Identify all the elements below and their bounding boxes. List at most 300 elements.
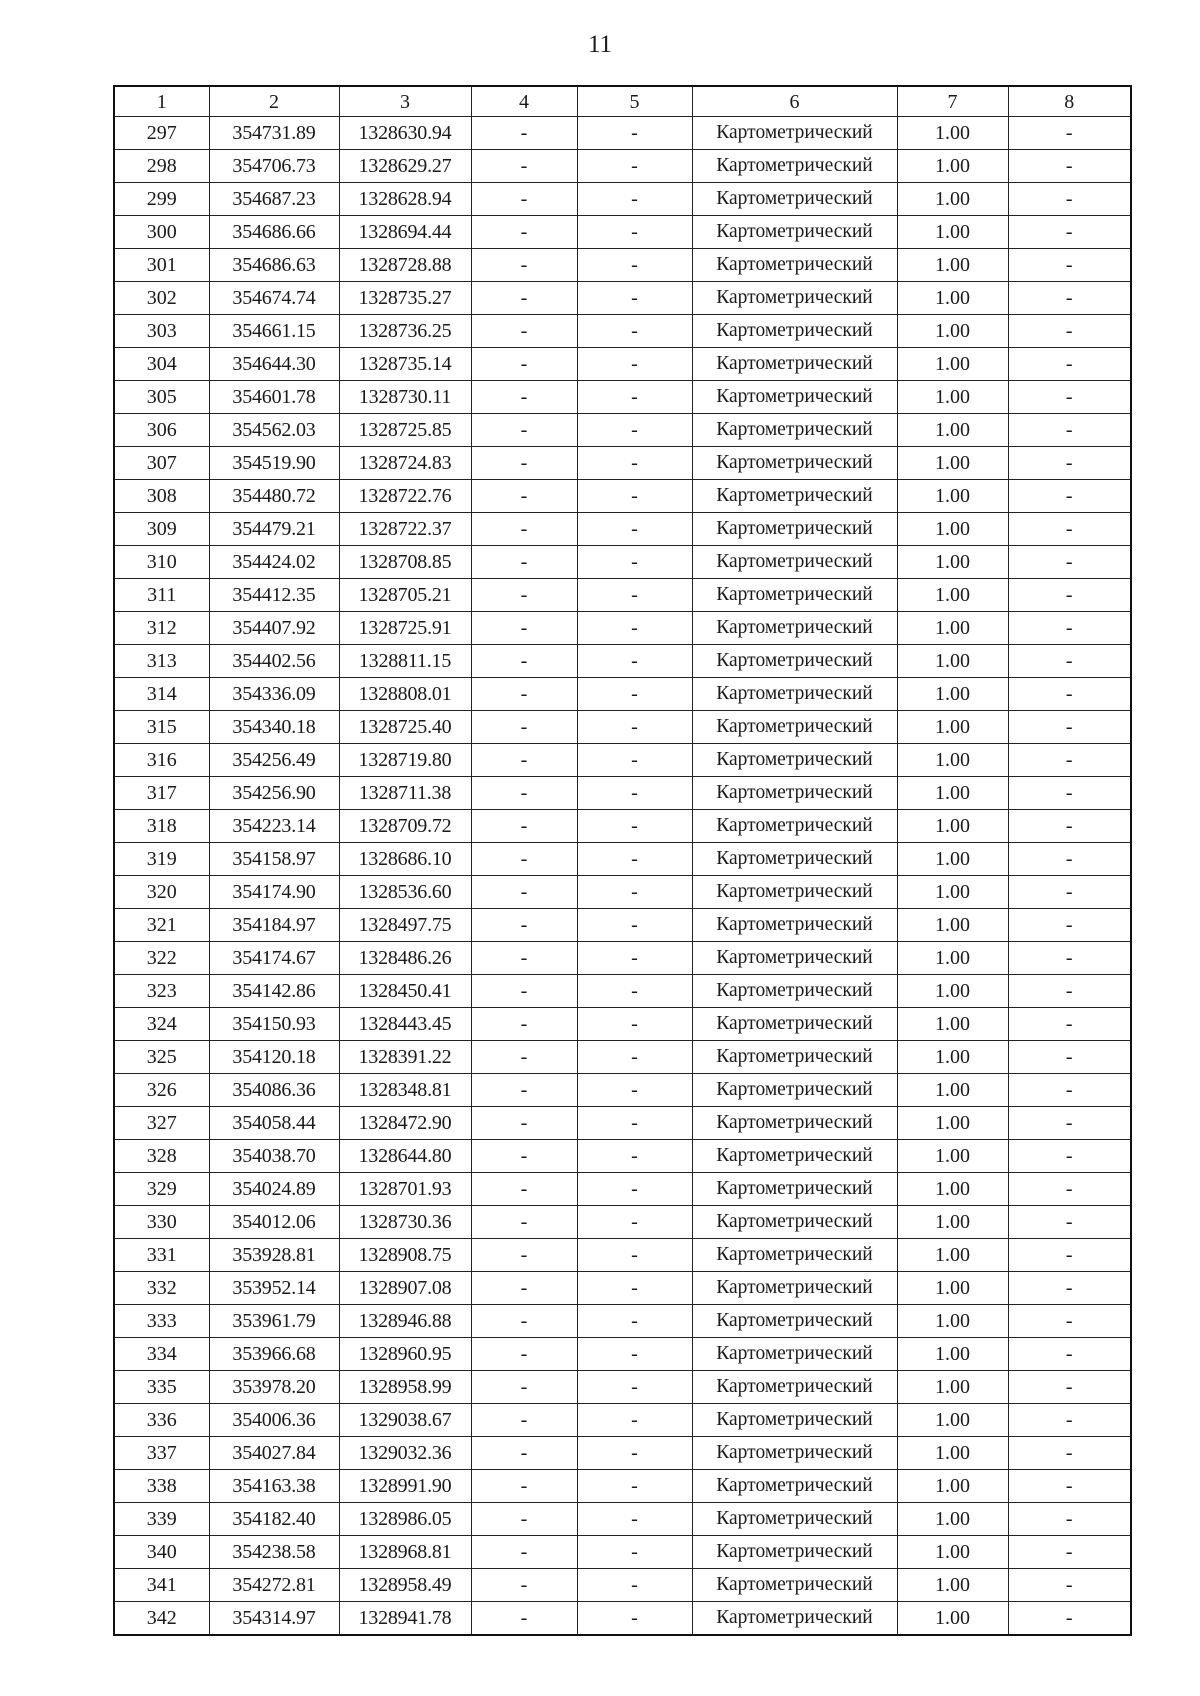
table-row [114,447,1131,480]
method-cell: Картометрический [692,216,897,249]
col-8-value-cell: - [1008,183,1131,216]
col-4-value-cell: - [471,645,577,678]
point-number-cell: 312 [114,612,209,645]
col-5-value-cell: - [577,1140,692,1173]
table-row [114,843,1131,876]
col-4-value-cell: - [471,579,577,612]
point-number-cell: 335 [114,1371,209,1404]
coord-y-cell: 1328736.25 [339,315,471,348]
table-row [114,1437,1131,1470]
table-row [114,1272,1131,1305]
point-number-cell: 304 [114,348,209,381]
precision-cell: 1.00 [897,744,1008,777]
col-4-value-cell: - [471,909,577,942]
table-row [114,777,1131,810]
col-8-value-cell: - [1008,117,1131,150]
coord-x-cell: 354163.38 [209,1470,339,1503]
precision-cell: 1.00 [897,1602,1008,1636]
method-cell: Картометрический [692,678,897,711]
coord-x-cell: 354336.09 [209,678,339,711]
precision-cell: 1.00 [897,678,1008,711]
col-5-value-cell: - [577,381,692,414]
table-row [114,249,1131,282]
col-8-value-cell: - [1008,1503,1131,1536]
table-row [114,1173,1131,1206]
coord-x-cell: 354024.89 [209,1173,339,1206]
coord-x-cell: 353928.81 [209,1239,339,1272]
col-5-value-cell: - [577,711,692,744]
col-5-value-cell: - [577,150,692,183]
col-5-value-cell: - [577,1041,692,1074]
precision-cell: 1.00 [897,1503,1008,1536]
coord-y-cell: 1328725.85 [339,414,471,447]
col-4-value-cell: - [471,315,577,348]
point-number-cell: 319 [114,843,209,876]
coord-x-cell: 354601.78 [209,381,339,414]
col-8-value-cell: - [1008,381,1131,414]
precision-cell: 1.00 [897,1074,1008,1107]
coord-x-cell: 354012.06 [209,1206,339,1239]
col-5-value-cell: - [577,183,692,216]
precision-cell: 1.00 [897,876,1008,909]
col-5-value-cell: - [577,414,692,447]
col-4-value-cell: - [471,1503,577,1536]
table-row [114,711,1131,744]
col-5-value-cell: - [577,1107,692,1140]
col-5-value-cell: - [577,810,692,843]
precision-cell: 1.00 [897,480,1008,513]
col-5-value-cell: - [577,678,692,711]
coord-y-cell: 1328958.99 [339,1371,471,1404]
col-8-value-cell: - [1008,579,1131,612]
method-cell: Картометрический [692,117,897,150]
point-number-cell: 313 [114,645,209,678]
coord-x-cell: 354674.74 [209,282,339,315]
col-8-value-cell: - [1008,810,1131,843]
point-number-cell: 327 [114,1107,209,1140]
coord-x-cell: 354686.66 [209,216,339,249]
table-row [114,1536,1131,1569]
precision-cell: 1.00 [897,249,1008,282]
table-row [114,117,1131,150]
precision-cell: 1.00 [897,1239,1008,1272]
coord-y-cell: 1328730.11 [339,381,471,414]
method-cell: Картометрический [692,612,897,645]
coord-y-cell: 1328960.95 [339,1338,471,1371]
table-row [114,1503,1131,1536]
header-col-3: 3 [339,86,471,117]
coord-y-cell: 1328725.40 [339,711,471,744]
method-cell: Картометрический [692,414,897,447]
precision-cell: 1.00 [897,513,1008,546]
col-5-value-cell: - [577,744,692,777]
coord-x-cell: 353961.79 [209,1305,339,1338]
precision-cell: 1.00 [897,645,1008,678]
precision-cell: 1.00 [897,1536,1008,1569]
precision-cell: 1.00 [897,381,1008,414]
precision-cell: 1.00 [897,1107,1008,1140]
col-5-value-cell: - [577,777,692,810]
col-5-value-cell: - [577,843,692,876]
coord-y-cell: 1328941.78 [339,1602,471,1636]
method-cell: Картометрический [692,1569,897,1602]
table-row [114,1338,1131,1371]
col-5-value-cell: - [577,1404,692,1437]
method-cell: Картометрический [692,249,897,282]
col-8-value-cell: - [1008,1305,1131,1338]
col-8-value-cell: - [1008,1404,1131,1437]
col-8-value-cell: - [1008,1041,1131,1074]
col-5-value-cell: - [577,942,692,975]
col-4-value-cell: - [471,975,577,1008]
coord-x-cell: 354238.58 [209,1536,339,1569]
col-4-value-cell: - [471,876,577,909]
point-number-cell: 331 [114,1239,209,1272]
coord-x-cell: 354256.49 [209,744,339,777]
table-row [114,810,1131,843]
col-5-value-cell: - [577,1569,692,1602]
precision-cell: 1.00 [897,117,1008,150]
col-8-value-cell: - [1008,447,1131,480]
coordinates-table [113,85,1132,1636]
coord-y-cell: 1328968.81 [339,1536,471,1569]
col-5-value-cell: - [577,1008,692,1041]
col-4-value-cell: - [471,777,577,810]
col-8-value-cell: - [1008,1107,1131,1140]
point-number-cell: 301 [114,249,209,282]
coord-x-cell: 354562.03 [209,414,339,447]
coord-y-cell: 1328630.94 [339,117,471,150]
precision-cell: 1.00 [897,183,1008,216]
coord-y-cell: 1328686.10 [339,843,471,876]
coord-x-cell: 354027.84 [209,1437,339,1470]
coord-y-cell: 1328908.75 [339,1239,471,1272]
precision-cell: 1.00 [897,1569,1008,1602]
table-row [114,1041,1131,1074]
table-row [114,1470,1131,1503]
precision-cell: 1.00 [897,975,1008,1008]
method-cell: Картометрический [692,810,897,843]
table-row [114,678,1131,711]
header-col-6: 6 [692,86,897,117]
point-number-cell: 320 [114,876,209,909]
point-number-cell: 342 [114,1602,209,1636]
col-5-value-cell: - [577,117,692,150]
precision-cell: 1.00 [897,1008,1008,1041]
header-col-1: 1 [114,86,209,117]
col-8-value-cell: - [1008,480,1131,513]
col-4-value-cell: - [471,1041,577,1074]
page-number: 11 [587,31,613,58]
col-8-value-cell: - [1008,1074,1131,1107]
method-cell: Картометрический [692,1602,897,1636]
col-8-value-cell: - [1008,678,1131,711]
precision-cell: 1.00 [897,348,1008,381]
header-col-8: 8 [1008,86,1131,117]
header-col-5: 5 [577,86,692,117]
col-4-value-cell: - [471,810,577,843]
col-4-value-cell: - [471,1536,577,1569]
coord-y-cell: 1328628.94 [339,183,471,216]
table-row [114,414,1131,447]
col-4-value-cell: - [471,447,577,480]
table-row [114,1404,1131,1437]
table-row [114,645,1131,678]
precision-cell: 1.00 [897,1272,1008,1305]
precision-cell: 1.00 [897,1305,1008,1338]
col-4-value-cell: - [471,1404,577,1437]
col-5-value-cell: - [577,315,692,348]
precision-cell: 1.00 [897,1371,1008,1404]
point-number-cell: 298 [114,150,209,183]
coord-y-cell: 1328536.60 [339,876,471,909]
header-col-2: 2 [209,86,339,117]
coord-y-cell: 1328811.15 [339,645,471,678]
point-number-cell: 334 [114,1338,209,1371]
table-row [114,315,1131,348]
col-4-value-cell: - [471,282,577,315]
coord-x-cell: 354519.90 [209,447,339,480]
col-8-value-cell: - [1008,876,1131,909]
method-cell: Картометрический [692,1536,897,1569]
method-cell: Картометрический [692,1074,897,1107]
table-row [114,1206,1131,1239]
coord-y-cell: 1329038.67 [339,1404,471,1437]
col-5-value-cell: - [577,1305,692,1338]
coord-x-cell: 354644.30 [209,348,339,381]
coord-y-cell: 1328986.05 [339,1503,471,1536]
point-number-cell: 318 [114,810,209,843]
point-number-cell: 314 [114,678,209,711]
col-8-value-cell: - [1008,1173,1131,1206]
method-cell: Картометрический [692,1503,897,1536]
point-number-cell: 321 [114,909,209,942]
col-5-value-cell: - [577,348,692,381]
method-cell: Картометрический [692,183,897,216]
precision-cell: 1.00 [897,447,1008,480]
col-4-value-cell: - [471,348,577,381]
table-row [114,1239,1131,1272]
col-4-value-cell: - [471,381,577,414]
table-row [114,216,1131,249]
point-number-cell: 308 [114,480,209,513]
point-number-cell: 317 [114,777,209,810]
method-cell: Картометрический [692,843,897,876]
point-number-cell: 337 [114,1437,209,1470]
method-cell: Картометрический [692,282,897,315]
method-cell: Картометрический [692,150,897,183]
point-number-cell: 328 [114,1140,209,1173]
method-cell: Картометрический [692,381,897,414]
method-cell: Картометрический [692,1140,897,1173]
table-row [114,183,1131,216]
col-4-value-cell: - [471,1305,577,1338]
point-number-cell: 311 [114,579,209,612]
col-8-value-cell: - [1008,249,1131,282]
col-5-value-cell: - [577,282,692,315]
col-8-value-cell: - [1008,975,1131,1008]
method-cell: Картометрический [692,348,897,381]
col-4-value-cell: - [471,1008,577,1041]
precision-cell: 1.00 [897,414,1008,447]
coord-x-cell: 353966.68 [209,1338,339,1371]
method-cell: Картометрический [692,909,897,942]
col-8-value-cell: - [1008,1008,1131,1041]
coord-y-cell: 1328443.45 [339,1008,471,1041]
coord-x-cell: 354314.97 [209,1602,339,1636]
point-number-cell: 339 [114,1503,209,1536]
coord-x-cell: 354407.92 [209,612,339,645]
col-4-value-cell: - [471,1470,577,1503]
table-row [114,546,1131,579]
col-4-value-cell: - [471,1107,577,1140]
coord-x-cell: 354706.73 [209,150,339,183]
col-4-value-cell: - [471,546,577,579]
coord-x-cell: 353978.20 [209,1371,339,1404]
col-5-value-cell: - [577,1239,692,1272]
precision-cell: 1.00 [897,315,1008,348]
method-cell: Картометрический [692,876,897,909]
table-row [114,1074,1131,1107]
coord-y-cell: 1328708.85 [339,546,471,579]
col-8-value-cell: - [1008,645,1131,678]
coord-x-cell: 354412.35 [209,579,339,612]
table-row [114,348,1131,381]
method-cell: Картометрический [692,777,897,810]
col-4-value-cell: - [471,1206,577,1239]
coord-x-cell: 354120.18 [209,1041,339,1074]
col-4-value-cell: - [471,843,577,876]
precision-cell: 1.00 [897,1173,1008,1206]
point-number-cell: 303 [114,315,209,348]
col-5-value-cell: - [577,1536,692,1569]
method-cell: Картометрический [692,645,897,678]
table-row [114,909,1131,942]
col-5-value-cell: - [577,579,692,612]
col-5-value-cell: - [577,612,692,645]
coord-y-cell: 1328701.93 [339,1173,471,1206]
coord-y-cell: 1328728.88 [339,249,471,282]
method-cell: Картометрический [692,1338,897,1371]
col-5-value-cell: - [577,1371,692,1404]
precision-cell: 1.00 [897,711,1008,744]
point-number-cell: 305 [114,381,209,414]
table-row [114,150,1131,183]
method-cell: Картометрический [692,1041,897,1074]
point-number-cell: 333 [114,1305,209,1338]
coord-y-cell: 1328391.22 [339,1041,471,1074]
coord-y-cell: 1328629.27 [339,150,471,183]
col-4-value-cell: - [471,117,577,150]
method-cell: Картометрический [692,480,897,513]
table-row [114,282,1131,315]
col-5-value-cell: - [577,1437,692,1470]
point-number-cell: 310 [114,546,209,579]
coord-x-cell: 354256.90 [209,777,339,810]
coord-y-cell: 1328472.90 [339,1107,471,1140]
point-number-cell: 329 [114,1173,209,1206]
method-cell: Картометрический [692,1206,897,1239]
coord-x-cell: 354182.40 [209,1503,339,1536]
coord-x-cell: 353952.14 [209,1272,339,1305]
precision-cell: 1.00 [897,579,1008,612]
coord-y-cell: 1328730.36 [339,1206,471,1239]
coord-y-cell: 1328724.83 [339,447,471,480]
point-number-cell: 332 [114,1272,209,1305]
col-4-value-cell: - [471,249,577,282]
precision-cell: 1.00 [897,1437,1008,1470]
table-row [114,1107,1131,1140]
coord-y-cell: 1328497.75 [339,909,471,942]
table-row [114,1569,1131,1602]
coord-x-cell: 354731.89 [209,117,339,150]
col-8-value-cell: - [1008,1437,1131,1470]
coord-y-cell: 1328694.44 [339,216,471,249]
col-5-value-cell: - [577,975,692,1008]
col-8-value-cell: - [1008,348,1131,381]
col-8-value-cell: - [1008,711,1131,744]
table-row [114,975,1131,1008]
method-cell: Картометрический [692,975,897,1008]
col-4-value-cell: - [471,1239,577,1272]
col-5-value-cell: - [577,645,692,678]
method-cell: Картометрический [692,1371,897,1404]
col-5-value-cell: - [577,876,692,909]
precision-cell: 1.00 [897,777,1008,810]
coord-x-cell: 354424.02 [209,546,339,579]
coord-x-cell: 354687.23 [209,183,339,216]
method-cell: Картометрический [692,1239,897,1272]
coord-x-cell: 354479.21 [209,513,339,546]
coord-y-cell: 1328991.90 [339,1470,471,1503]
header-row [114,86,1131,117]
point-number-cell: 338 [114,1470,209,1503]
col-4-value-cell: - [471,744,577,777]
point-number-cell: 306 [114,414,209,447]
precision-cell: 1.00 [897,150,1008,183]
coord-y-cell: 1328348.81 [339,1074,471,1107]
point-number-cell: 330 [114,1206,209,1239]
coord-y-cell: 1328958.49 [339,1569,471,1602]
col-4-value-cell: - [471,942,577,975]
method-cell: Картометрический [692,1305,897,1338]
precision-cell: 1.00 [897,810,1008,843]
coord-x-cell: 354142.86 [209,975,339,1008]
point-number-cell: 324 [114,1008,209,1041]
coord-y-cell: 1328644.80 [339,1140,471,1173]
col-5-value-cell: - [577,1173,692,1206]
col-8-value-cell: - [1008,843,1131,876]
coord-x-cell: 354661.15 [209,315,339,348]
precision-cell: 1.00 [897,1140,1008,1173]
precision-cell: 1.00 [897,612,1008,645]
coord-x-cell: 354184.97 [209,909,339,942]
precision-cell: 1.00 [897,546,1008,579]
point-number-cell: 323 [114,975,209,1008]
table-row [114,876,1131,909]
col-5-value-cell: - [577,513,692,546]
coord-y-cell: 1328725.91 [339,612,471,645]
method-cell: Картометрический [692,1272,897,1305]
col-8-value-cell: - [1008,1272,1131,1305]
col-8-value-cell: - [1008,282,1131,315]
coord-x-cell: 354223.14 [209,810,339,843]
coord-y-cell: 1328722.76 [339,480,471,513]
precision-cell: 1.00 [897,1041,1008,1074]
col-8-value-cell: - [1008,513,1131,546]
col-5-value-cell: - [577,546,692,579]
col-5-value-cell: - [577,216,692,249]
